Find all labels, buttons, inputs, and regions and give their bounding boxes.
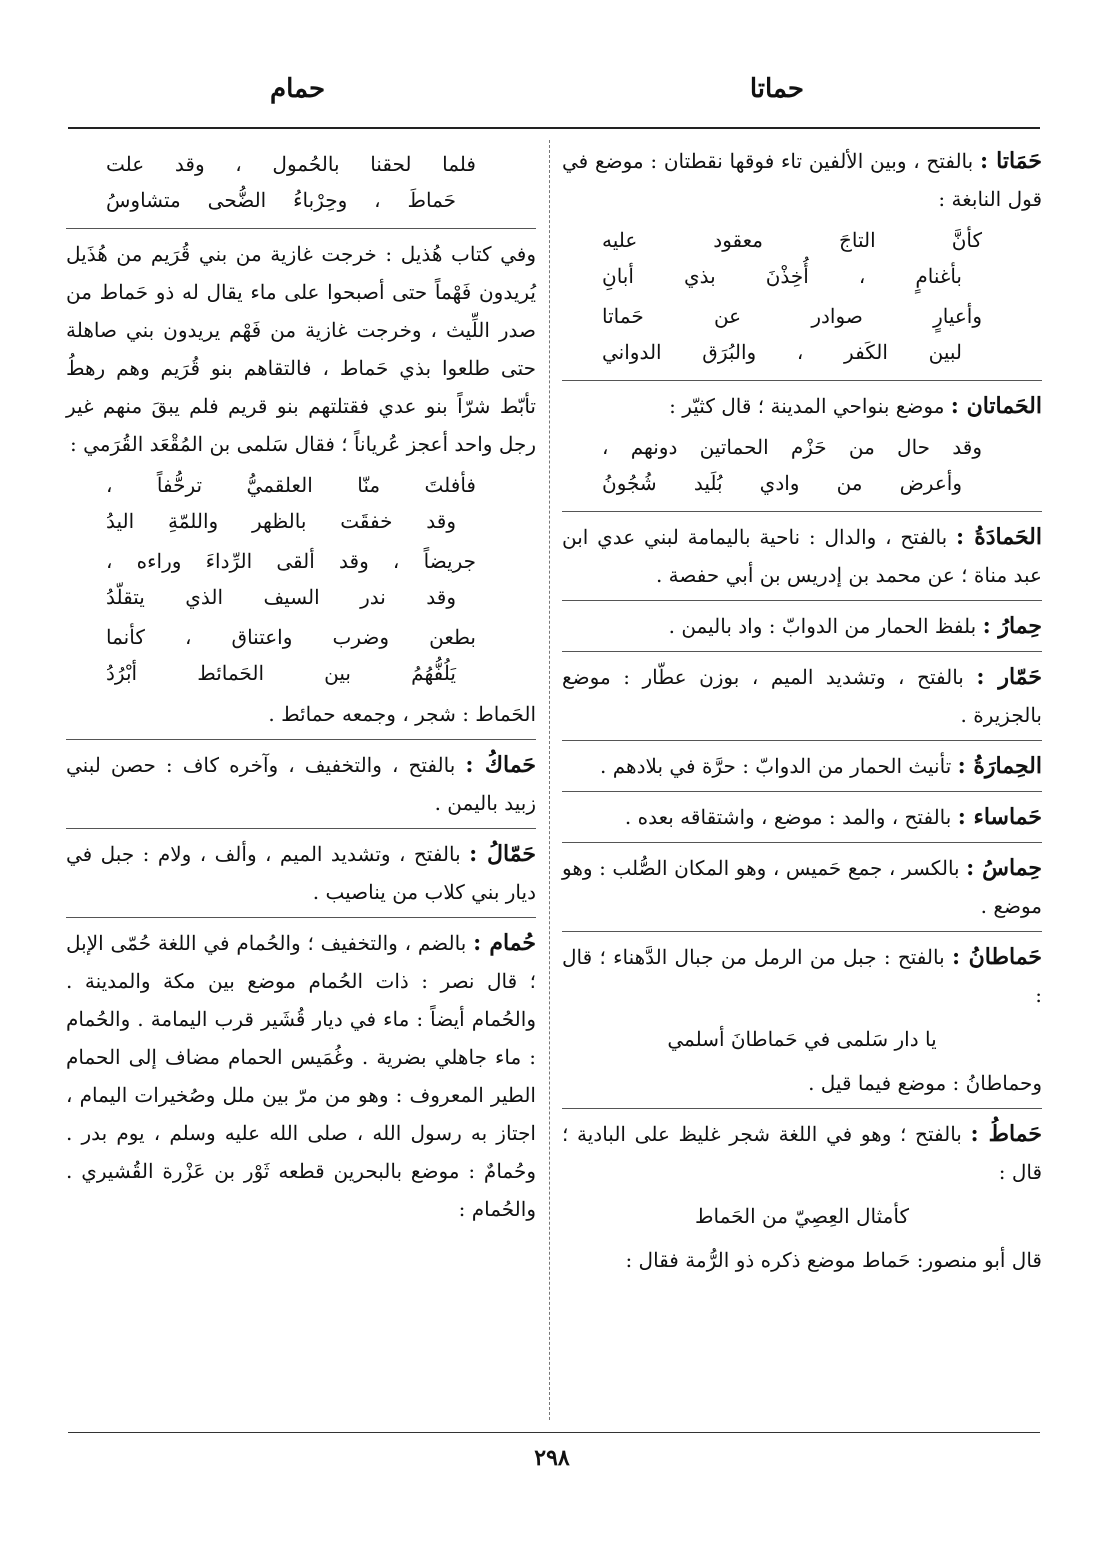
entry-text: بلفظ الحمار من الدوابّ : واد باليمن .	[668, 614, 977, 638]
verse	[106, 619, 476, 691]
verse	[106, 543, 476, 615]
verse	[602, 298, 982, 370]
entry-headword: حُمام :	[473, 930, 536, 956]
verse-line: بطعن وضرب واعتناق ، كأنما	[106, 625, 476, 649]
entry	[562, 607, 1042, 652]
entry-headword: الحِمارَةُ :	[957, 753, 1042, 779]
verse-line: كأمثال العِصِيّ من الحَماط	[694, 1204, 910, 1228]
verse-line: وقد ندر السيف الذي يتقلّدُ	[106, 585, 456, 609]
page-header-left: حمام	[270, 74, 326, 104]
entry	[66, 924, 536, 1234]
entry	[562, 658, 1042, 741]
entry-text: وحماطانُ : موضع فيما قيل .	[808, 1071, 1042, 1095]
entry	[66, 746, 536, 829]
entry-text: بالفتح ، والمد : موضع ، واشتقاقه بعده .	[624, 805, 952, 829]
verse-line: وقد خفقَت بالظهر واللمّةِ اليدُ	[106, 509, 456, 533]
entry-headword: حَماطانُ :	[951, 944, 1043, 970]
verse-line: وأعيارٍ صوادر عن حَماتا	[602, 304, 982, 328]
entry-text: بالفتح ، وتشديد الميم ، وألف ، ولام : جبل في ديار بني كلاب من يناصيب .	[66, 842, 536, 904]
verse-line: حَماطَ ، وحِرْباءُ الضُّحى متشاوسُ	[106, 188, 456, 212]
entry-text: تأنيث الحمار من الدوابّ : حرَّة في بلادهم .	[600, 754, 952, 778]
verse-line: يَلُفُّهُمُ بين الحَمائط أبْرُدُ	[106, 661, 456, 685]
right-column	[562, 142, 1042, 1291]
verse-line: بأغنامٍ ، أُخِذْنَ بذي أبانِ	[602, 264, 962, 288]
entry-headword: الحَمادَةُ :	[956, 524, 1042, 550]
column-divider	[549, 140, 550, 1420]
verse-line: جريضاً ، وقد ألقى الرِّداءَ وراءه ،	[106, 549, 476, 573]
entry-headword: حَمّار :	[976, 664, 1042, 690]
header-rule	[68, 127, 1040, 129]
entry-text: موضع بنواحي المدينة ؛ قال كثيّر :	[669, 394, 945, 418]
left-column	[66, 142, 536, 1240]
entry	[562, 798, 1042, 843]
entry-text: بالفتح : جبل من الرمل من جبال الدَّهناء ؛ قال :	[562, 945, 1042, 1007]
entry-text: بالفتح ، والتخفيف ، وآخره كاف : حصن لبني زبيد باليمن .	[66, 753, 536, 815]
entry-headword: حِمارُ :	[982, 613, 1042, 639]
entry	[66, 835, 536, 918]
entry	[562, 142, 1042, 381]
entry	[562, 849, 1042, 932]
entry	[562, 747, 1042, 792]
entry	[66, 146, 536, 229]
entry	[562, 938, 1042, 1109]
entry-text: قال أبو منصور: حَماط موضع ذكره ذو الرُّمة فقال :	[625, 1248, 1042, 1272]
entry-headword: حَمّالُ :	[469, 841, 536, 867]
verse-line: وأعرض من وادي بُلَيد شُجُونُ	[602, 471, 962, 495]
verse-line: كأنَّ التاجَ معقود عليه	[602, 228, 982, 252]
verse	[106, 467, 476, 539]
footer-rule	[68, 1432, 1040, 1433]
verse	[106, 146, 476, 218]
page-number: ٢٩٨	[534, 1445, 570, 1471]
entry-headword: حَماطُ :	[970, 1121, 1042, 1147]
entry-text: وفي كتاب هُذيل : خرجت غازية من بني قُرَيم من هُذَيل يُريدون فَهْماً حتى أصبحوا على ماء يقال له ذو حَماط من صدر اللِّيث ، وخرجت غازية من فَهْم يريدون بني صاهلة حتى طلعوا بذي حَماط ، فالتقاهم بنو قُرَيم وهم رهطُ تأبّط شرّاً بنو عدي فقتلتهم بنو قريم فلم يبقَ منهم غير رجل واحد أعجز عُرياناً ؛ فقال سَلمى بن المُقْعَد القُرَمي :	[66, 242, 536, 456]
entry	[562, 387, 1042, 512]
entry	[66, 235, 536, 740]
entry-headword: الحَماتان :	[950, 393, 1042, 419]
verse-line: وقد حال من حَزْم الحماتين دونهم ،	[602, 435, 982, 459]
verse-line: فأفلتَ منّا العلقميُّ ترحُّفاً ،	[106, 473, 476, 497]
entry-text: الحَماط : شجر ، وجمعه حمائط .	[268, 702, 536, 726]
entry-text: بالفتح ، وتشديد الميم ، بوزن عطّار : موضع بالجزيرة .	[562, 665, 1042, 727]
entry-text: بالكسر ، جمع حَميس ، وهو المكان الصُّلب : وهو موضع .	[562, 856, 1042, 918]
entry-text: بالضم ، والتخفيف ؛ والحُمام في اللغة حُمّى الإبل ؛ قال نصر : ذات الحُمام موضع بين مكة والمدينة . والحُمام أيضاً : ماء في ديار قُشَير قرب اليمامة . والحُمام : ماء جاهلي بضرية . وغُمَيس الحمام مضاف إلى الحمام الطير المعروف : وهو من مرّ بين ملل وصُخيرات اليمام ، اجتاز به رسول الله ، صلى الله عليه وسلم ، يوم بدر . وحُمامٌ : موضع بالبحرين قطعه ثَوْر بن عَزْرة القُشيري . والحُمام :	[66, 931, 536, 1221]
verse	[602, 429, 982, 501]
page-header-right: حماتا	[749, 74, 804, 104]
entry	[562, 518, 1042, 601]
entry	[562, 1115, 1042, 1285]
entry-text: بالفتح ، والدال : ناحية باليمامة لبني عدي ابن عبد مناة ؛ عن محمد بن إدريس بن أبي حفصة .	[562, 525, 1042, 587]
verse-line: لبين الكَفر ، والبُرَق الدواني	[602, 340, 962, 364]
verse-line: يا دار سَلمى في حَماطانَ أسلمي	[667, 1027, 937, 1051]
entry-text: بالفتح ؛ وهو في اللغة شجر غليظ على البادية ؛ قال :	[562, 1122, 1042, 1184]
entry-headword: حَمَاتا :	[979, 148, 1042, 174]
entry-text: بالفتح ، وبين الألفين تاء فوقها نقطتان : موضع في قول النابغة :	[562, 149, 1042, 211]
verse-line: فلما لحقنا بالحُمول ، وقد علت	[106, 152, 476, 176]
entry-headword: حَماكُ :	[465, 752, 537, 778]
verse	[602, 222, 982, 294]
entry-headword: حَماساء :	[957, 804, 1042, 830]
entry-headword: حِماسُ :	[966, 855, 1042, 881]
